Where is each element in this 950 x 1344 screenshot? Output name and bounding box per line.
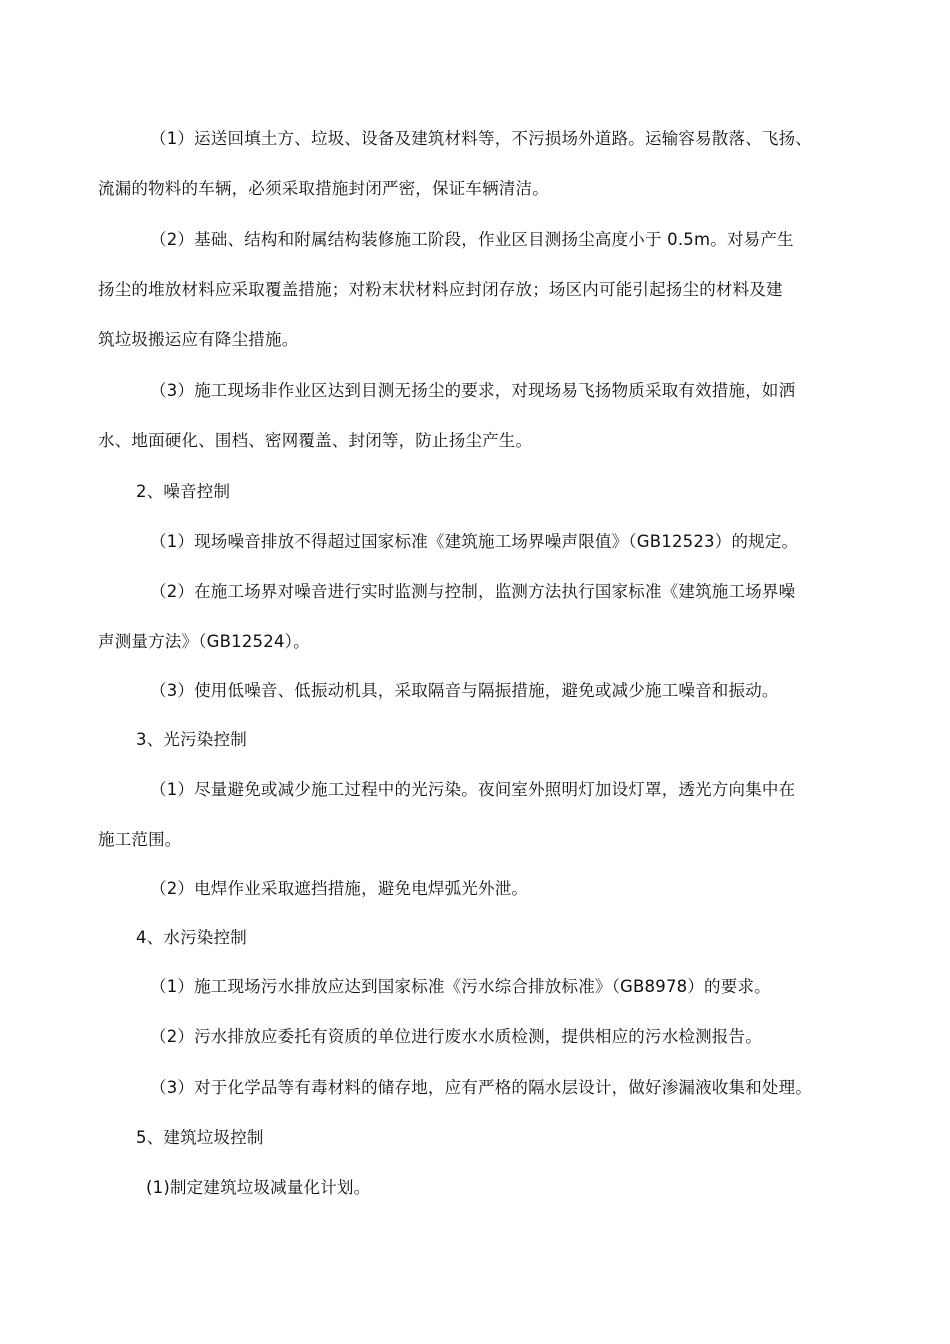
paragraph-line: 声测量方法》（GB12524）。 [98, 632, 310, 651]
paragraph-line: 施工范围。 [98, 830, 182, 849]
paragraph-line: 扬尘的堆放材料应采取覆盖措施；对粉末状材料应封闭存放；场区内可能引起扬尘的材料及建 [98, 280, 783, 299]
paragraph-line: 筑垃圾搬运应有降尘措施。 [98, 330, 299, 349]
paragraph-line: （3）使用低噪音、低振动机具，采取隔音与隔振措施，避免或减少施工噪音和振动。 [150, 681, 779, 700]
paragraph-line: （2）基础、结构和附属结构装修施工阶段，作业区目测扬尘高度小于 0.5m。对易产生 [150, 230, 794, 249]
paragraph-line: （3）施工现场非作业区达到目测无扬尘的要求，对现场易飞扬物质采取有效措施，如洒 [150, 381, 796, 400]
paragraph-line: （2）电焊作业采取遮挡措施，避免电焊弧光外泄。 [150, 879, 529, 898]
paragraph-line: （1）运送回填土方、垃圾、设备及建筑材料等，不污损场外道路。运输容易散落、飞扬、 [150, 129, 812, 148]
paragraph-line: （2）污水排放应委托有资质的单位进行废水水质检测，提供相应的污水检测报告。 [150, 1027, 762, 1046]
section-heading: 4、水污染控制 [136, 928, 247, 947]
paragraph-line: 流漏的物料的车辆，必须采取措施封闭严密，保证车辆清洁。 [98, 179, 549, 198]
section-heading: 3、光污染控制 [136, 730, 247, 749]
paragraph-line: (1)制定建筑垃圾减量化计划。 [146, 1178, 371, 1197]
paragraph-line: （2）在施工场界对噪音进行实时监测与控制，监测方法执行国家标准《建筑施工场界噪 [150, 582, 796, 601]
section-heading: 2、噪音控制 [136, 482, 231, 501]
paragraph-line: （1）施工现场污水排放应达到国家标准《污水综合排放标准》（GB8978）的要求。 [150, 977, 771, 996]
paragraph-line: （1）尽量避免或减少施工过程中的光污染。夜间室外照明灯加设灯罩，透光方向集中在 [150, 780, 796, 799]
section-heading: 5、建筑垃圾控制 [136, 1128, 264, 1147]
paragraph-line: 水、地面硬化、围档、密网覆盖、封闭等，防止扬尘产生。 [98, 431, 533, 450]
paragraph-line: （3）对于化学品等有毒材料的储存地，应有严格的隔水层设计，做好渗漏液收集和处理。 [150, 1078, 812, 1097]
paragraph-line: （1）现场噪音排放不得超过国家标准《建筑施工场界噪声限值》（GB12523）的规定。 [150, 532, 799, 551]
